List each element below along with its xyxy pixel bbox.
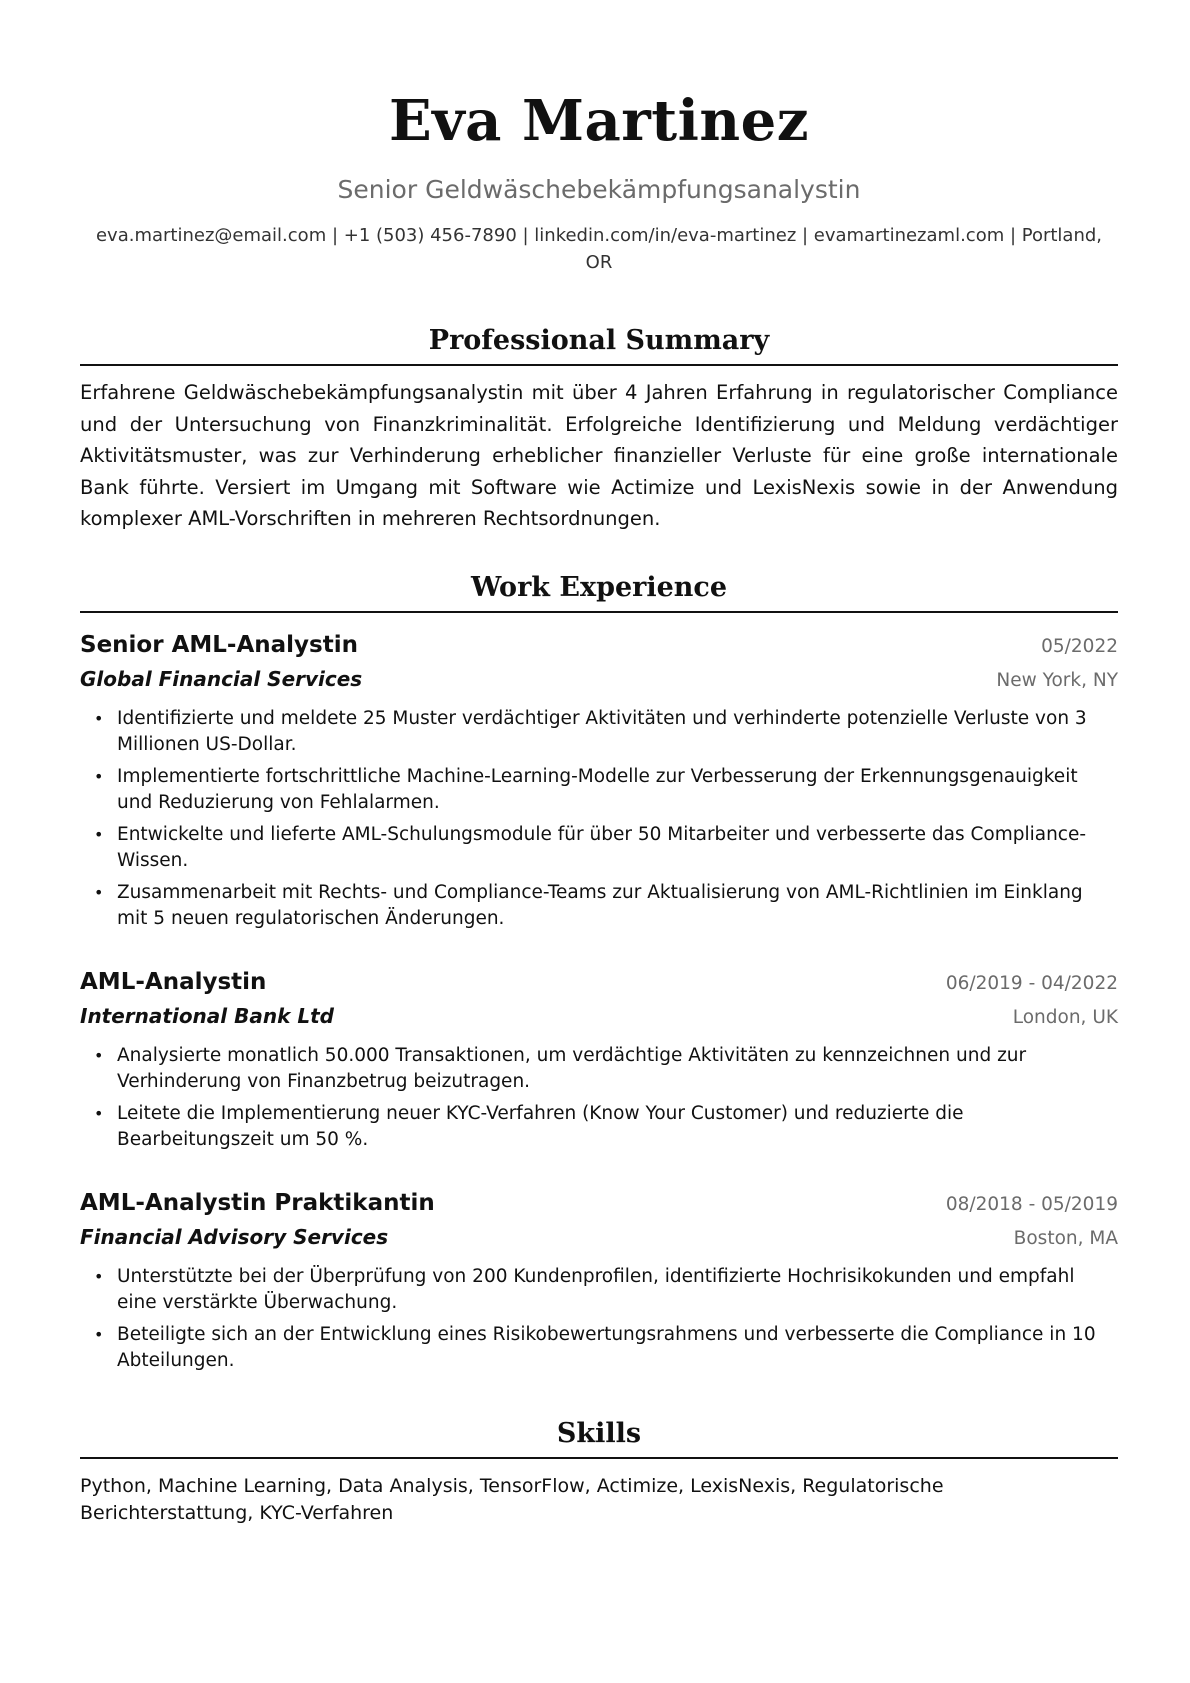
job-entry xyxy=(80,1186,1118,1374)
company-name: Global Financial Services xyxy=(80,666,363,691)
summary-text: Erfahrene Geldwäschebekämpfungsanalystin mit über 4 Jahren Erfahrung in regulatorischer Compliance und der Untersuchung von Finanzkriminalität. Erfolgreiche Identifizierung und Meldung verdächtiger Aktivitätsmuster, was zur Verhinderung erheblicher finanzieller Verluste für eine große internationale Bank führte. Versiert im Umgang mit Software wie Actimize und LexisNexis sowie in der Anwendung komplexer AML-Vorschriften in mehreren Rechtsordnungen. xyxy=(80,381,1118,530)
summary-heading: Professional Summary xyxy=(80,323,1118,366)
job-bullet: • Identifizierte und meldete 25 Muster verdächtiger Aktivitäten und verhinderte potenzielle Verluste von 3 Millionen US-Dollar. xyxy=(80,706,1118,758)
job-bullet: • Entwickelte und lieferte AML-Schulungsmodule für über 50 Mitarbeiter und verbesserte das Compliance-Wissen. xyxy=(80,822,1118,874)
job-location: London, UK xyxy=(1012,1006,1118,1028)
job-bullet: • Analysierte monatlich 50.000 Transaktionen, um verdächtige Aktivitäten zu kennzeichnen und zur Verhinderung von Finanzbetrug beizutragen. xyxy=(80,1043,1118,1095)
job-bullet: • Zusammenarbeit mit Rechts- und Compliance-Teams zur Aktualisierung von AML-Richtlinien im Einklang mit 5 neuen regulatorischen Änderungen. xyxy=(80,880,1118,932)
job-bullet: • Unterstützte bei der Überprüfung von 200 Kundenprofilen, identifizierte Hochrisikokunden und empfahl eine verstärkte Überwachung. xyxy=(80,1264,1118,1316)
job-date: 05/2022 xyxy=(1041,635,1118,657)
job-title: AML-Analystin Praktikantin xyxy=(80,1189,435,1216)
job-title: AML-Analystin xyxy=(80,968,267,995)
job-bullet: • Beteiligte sich an der Entwicklung eines Risikobewertungsrahmens und verbesserte die Compliance in 10 Abteilungen. xyxy=(80,1322,1118,1374)
job-entry xyxy=(80,628,1118,932)
job-title: Senior AML-Analystin xyxy=(80,631,358,658)
job-bullets xyxy=(80,706,1118,932)
work-experience-heading: Work Experience xyxy=(80,570,1118,613)
job-bullets xyxy=(80,1043,1118,1153)
skills-heading: Skills xyxy=(80,1416,1118,1459)
job-date: 06/2019 - 04/2022 xyxy=(945,972,1118,994)
skills-text: Python, Machine Learning, Data Analysis, TensorFlow, Actimize, LexisNexis, Regulatorische Berichterstattung, KYC-Verfahren xyxy=(80,1474,944,1524)
job-bullets xyxy=(80,1264,1118,1374)
company-name: International Bank Ltd xyxy=(80,1003,334,1028)
company-name: Financial Advisory Services xyxy=(80,1224,389,1249)
contact-line: eva.martinez@email.com | +1 (503) 456-7890 | linkedin.com/in/eva-martinez | evamartinezaml.com | Portland, OR xyxy=(95,225,1103,273)
job-date: 08/2018 - 05/2019 xyxy=(945,1193,1118,1215)
job-bullet: • Leitete die Implementierung neuer KYC-Verfahren (Know Your Customer) und reduzierte die Bearbeitungszeit um 50 %. xyxy=(80,1101,1118,1153)
job-entry xyxy=(80,965,1118,1153)
job-location: New York, NY xyxy=(996,669,1118,691)
resume-page xyxy=(80,0,1118,1527)
job-location: Boston, MA xyxy=(1013,1227,1118,1249)
candidate-role: Senior Geldwäschebekämpfungsanalystin xyxy=(337,175,861,204)
candidate-name: Eva Martinez xyxy=(388,88,810,154)
job-bullet: • Implementierte fortschrittliche Machine-Learning-Modelle zur Verbesserung der Erkennungsgenauigkeit und Reduzierung von Fehlalarmen. xyxy=(80,764,1118,816)
